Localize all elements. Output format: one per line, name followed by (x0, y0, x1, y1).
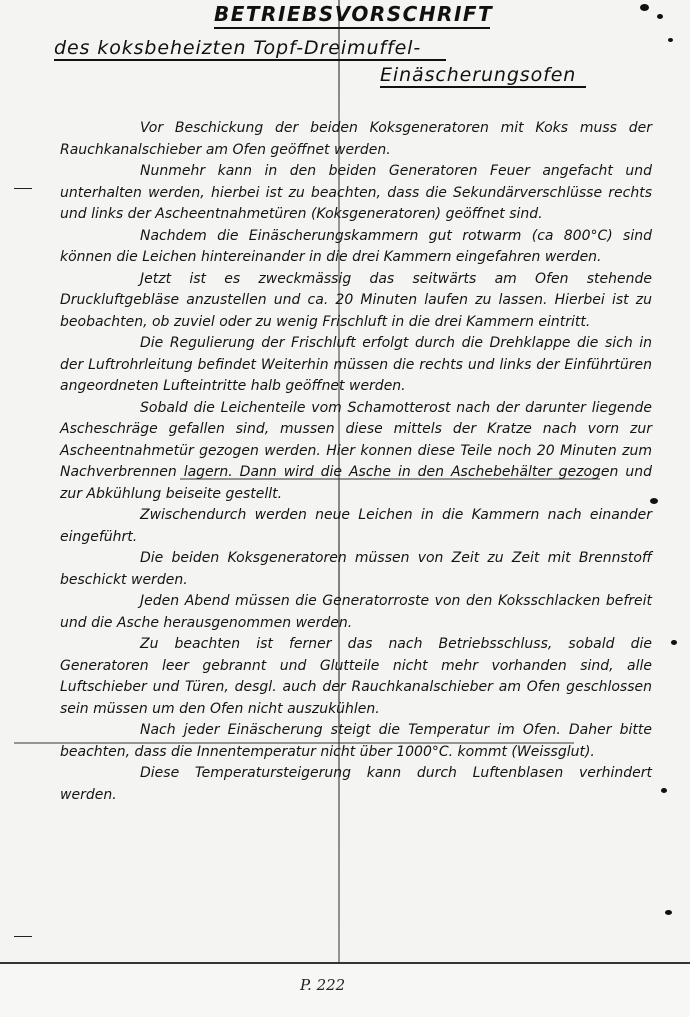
paragraph: Sobald die Leichenteile vom Schamotterost nach der darunter liegende Ascheschräge gefallen sind, mussen diese mittels der Kratze nach vorn zur Ascheentnahmetür gezogen werden. Hier konnen diese Teile noch 20 Minuten zum Nachverbrennen lagern. Dann wird die Asche in den Aschebehälter gezogen und zur Abkühlung beiseite gestellt. (60, 399, 652, 502)
margin-mark (14, 188, 32, 189)
paragraph: Jetzt ist es zweckmässig das seitwärts am Ofen stehende Druckluftgebläse anzustellen und ca. 20 Minuten laufen zu lassen. Hierbei ist zu beobachten, ob zuviel oder zu wenig Frischluft in die drei Kammern eintritt. (60, 270, 652, 330)
paragraph: Nach jeder Einäscherung steigt die Temperatur im Ofen. Daher bitte beachten, dass die Innentemperatur nicht über 1000°C. kommt (Weissglut). (60, 722, 652, 760)
paragraph: Nachdem die Einäscherungskammern gut rotwarm (ca 800°C) sind können die Leichen hintereinander in die drei Kammern eingefahren werden. (60, 227, 652, 265)
scan-speck (668, 38, 673, 42)
document-subtitle-line-1: des koksbeheizten Topf-Dreimuffel- (54, 37, 446, 61)
paragraph: Die Regulierung der Frischluft erfolgt durch die Drehklappe die sich in der Luftrohrleitung befindet Weiterhin müssen die rechts und links der Einführtüren angeordneten Lufteintritte halb geöffnet werden. (60, 335, 652, 394)
paragraph: Jeden Abend müssen die Generatorroste von den Koksschlacken befreit und die Asche herausgenommen werden. (60, 593, 652, 631)
paragraph: Zwischendurch werden neue Leichen in die Kammern nach einander eingeführt. (60, 507, 652, 545)
scan-speck (640, 4, 649, 11)
scan-speck (661, 788, 667, 793)
paragraph: Vor Beschickung der beiden Koksgeneratoren mit Koks muss der Rauchkanalschieber am Ofen geöffnet werden. (60, 120, 652, 158)
scan-speck (671, 640, 677, 645)
paragraph: Die beiden Koksgeneratoren müssen von Zeit zu Zeit mit Brennstoff beschickt werden. (60, 550, 652, 588)
scan-speck (657, 14, 663, 19)
document-body (60, 118, 652, 806)
scan-speck (665, 910, 672, 915)
margin-mark (14, 936, 32, 937)
document-subtitle-line-2: Einäscherungsofen (380, 64, 586, 88)
paragraph: Diese Temperatursteigerung kann durch Luftenblasen verhindert werden. (60, 765, 652, 803)
document-title: BETRIEBSVORSCHRIFT (214, 2, 490, 29)
paragraph: Zu beachten ist ferner das nach Betriebsschluss, sobald die Generatoren leer gebrannt und Glutteile nicht mehr vorhanden sind, alle Luftschieber und Türen, desgl. auch der Rauchkanalschieber am Ofen geschlossen sein müssen um den Ofen nicht auszukühlen. (60, 636, 652, 717)
paragraph: Nunmehr kann in den beiden Generatoren Feuer angefacht und unterhalten werden, hierbei ist zu beachten, dass die Sekundärverschlüsse rechts und links der Ascheentnahmetüren (Koksgeneratoren) geöffnet sind. (60, 163, 652, 222)
page-number: P. 222 (300, 976, 346, 994)
